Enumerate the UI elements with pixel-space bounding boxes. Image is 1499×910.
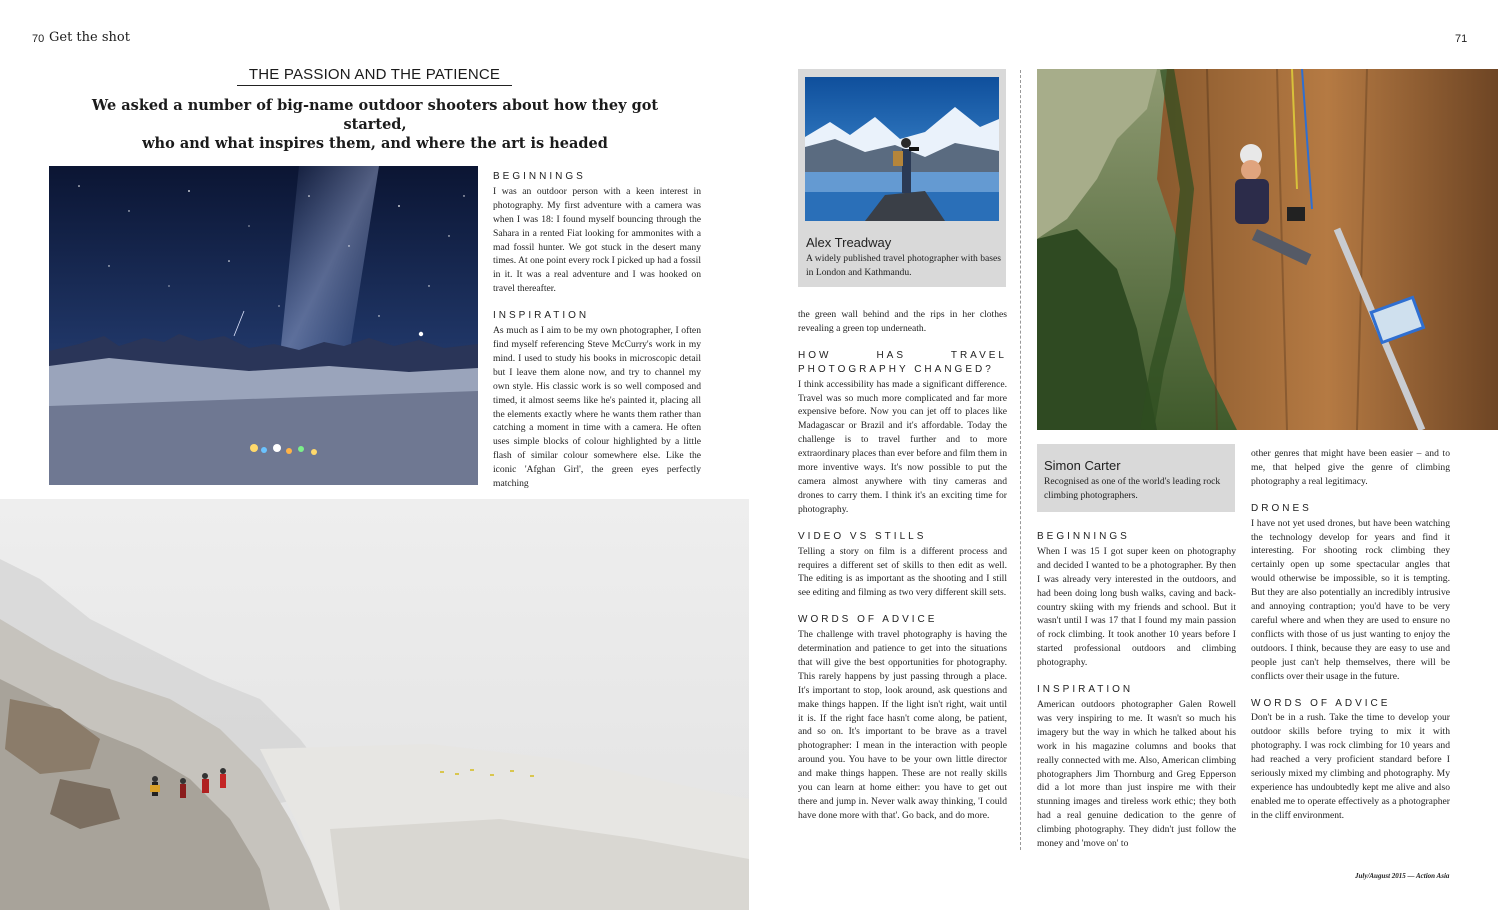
feature-kicker: THE PASSION AND THE PATIENCE	[237, 66, 512, 83]
feature-standfirst	[70, 96, 680, 153]
simon-column-2	[1251, 447, 1450, 836]
standfirst-line-2: who and what inspires them, and where the art is headed	[142, 135, 608, 152]
alex-portrait-photo	[805, 77, 999, 221]
alex-video-heading: VIDEO VS STILLS	[798, 530, 927, 542]
alex-inspiration-text: As much as I aim to be my own photographer, I often find myself referencing Steve McCurry's work in my mind. I used to study his books in microscopic detail but I leave them alone now, and try to channel my own style. His classic work is so well composed and timed, it almost seems like he's painted it, placing all the elements exactly where he wants them rather than catching a moment in time with a camera. He often uses simple blocks of colour highlighted by a little flash of similar colour somewhere else. Like the iconic 'Afghan Girl', the green eyes perfectly matching	[493, 325, 701, 490]
simon-beginnings-heading: BEGINNINGS	[1037, 531, 1130, 542]
simon-description: Recognised as one of the world's leading rock climbing photographers.	[1044, 476, 1221, 501]
simon-drones-text: I have not yet used drones, but have been watching the technology develop for years and find it interesting. For shooting rock climbing they certainly open up some spectacular angles that would otherwise be impossible, so it is tempting. But they are also potentially an incredibly intrusive and annoying contraption; you'd have to be very careful where and when they are used to ensure no conflicts with those of us just wanting to enjoy the outdoors. I think, because they are easy to use and people just can't help themselves, there will be conflicts over their usage in the future.	[1251, 517, 1450, 682]
simon-advice-text: Don't be in a rush. Take the time to develop your outdoor skills before trying to mix it with photography. I was rock climbing for 10 years and had reached a very proficient standard before I seriously mixed my climbing and photography. My experience has undoubtedly kept me alive and also enabled me to operate effectively as a photographer in the cliff environment.	[1251, 712, 1450, 821]
simon-inspiration-text: American outdoors photographer Galen Rowell was very inspiring to me. It wasn't so much his imagery but the way in which he talked about his work in his magazine columns and books that really connected with me. Also, American climbing photographers Jim Thornburg and Greg Epperson did a lot more than just inspire me with their stunning images and tireless work ethic; they both had a real genuine dedication to the genre of climbing photography. They didn't just follow the money and 'move on' to	[1037, 698, 1236, 850]
left-page-number: 70	[32, 33, 45, 45]
simon-profile-box	[1037, 444, 1235, 512]
rock-climbing-photo	[1037, 69, 1498, 430]
simon-column-1	[1037, 530, 1236, 864]
alex-advice-text: The challenge with travel photography is having the determination and patience to get into the situations that will give the best opportunities for photography. This rarely happens by just passing through a place. It's important to stop, look around, ask questions and make things happen. If the light isn't right, wait until it is. If the right face hasn't come along, be patient, and so on. It's important to be brave as a travel photographer: I mean in the interaction with people around you. You have to be your own little director and make things happen. These are not really skills you can learn at home either: you have to get out there and jump in. Never walk away thinking, 'I could have done more with that'. Go back, and do more.	[798, 629, 1007, 821]
simon-beginnings-text: When I was 15 I got super keen on photography and decided I wanted to be a photographer. By then I was already very interested in the outdoors, and had been doing long bush walks, caving and back-country skiing with my friends and school. But it wasn't until I was 17 that I found my main passion of rock climbing. It took another 10 years before I started professional outdoors and climbing photography.	[1037, 545, 1236, 669]
alex-column-1	[493, 170, 701, 504]
simon-inspiration-continued: other genres that might have been easier – and to me, that helped give the genre of climbing photography a real legitimacy.	[1251, 448, 1450, 487]
alex-name: Alex Treadway	[806, 235, 892, 250]
simon-name: Simon Carter	[1044, 458, 1121, 473]
alex-inspiration-heading: INSPIRATION	[493, 310, 590, 322]
alex-advice-heading: WORDS OF ADVICE	[798, 614, 938, 626]
alex-profile-box	[798, 69, 1006, 287]
alex-beginnings-heading: BEGINNINGS	[493, 171, 586, 182]
alex-inspiration-continued: the green wall behind and the rips in her clothes revealing a green top underneath.	[798, 309, 1007, 334]
alex-description: A widely published travel photographer with bases in London and Kathmandu.	[806, 253, 1002, 278]
simon-advice-heading: WORDS OF ADVICE	[1251, 697, 1391, 709]
section-title: Get the shot	[49, 30, 130, 45]
snowy-trek-photo	[0, 499, 749, 910]
right-page-number: 71	[1455, 33, 1468, 45]
simon-inspiration-heading: INSPIRATION	[1037, 684, 1134, 696]
standfirst-line-1: We asked a number of big-name outdoor shooters about how they got started,	[91, 97, 659, 133]
issue-footer: July/August 2015 — Action Asia	[1355, 872, 1450, 880]
alex-video-text: Telling a story on film is a different process and requires a different set of skills to then edit as well. The editing is as important as the shooting and I still see editing and filming as two very different skill sets.	[798, 545, 1007, 599]
alex-beginnings-text: I was an outdoor person with a keen interest in photography. My first adventure with a camera was when I was 18: I found myself bouncing through the Sahara in a rented Fiat looking for ammonites with a mad fossil hunter. We got stuck in the desert many times. At one point every rock I picked up had a fossil in it. It was a real adventure and I was hooked on travel thereafter.	[493, 185, 701, 295]
alex-travel-text: I think accessibility has made a significant difference. Travel was so much more complicated and far more expensive before. Now you can jet off to places like Madagascar or Brazil and it's affordable. Today the challenge is to travel further and to more extraordinary places than ever before and film them in more inventive ways. It's now possible to put the camera almost anywhere with tiny cameras and drones to carry them. I think it's an exciting time for photography.	[798, 378, 1007, 515]
simon-drones-heading: DRONES	[1251, 502, 1312, 514]
column-divider	[1020, 70, 1021, 850]
alex-travel-heading: HOW HAS TRAVEL PHOTOGRAPHY CHANGED?	[798, 349, 1007, 375]
alex-column-2	[798, 308, 1007, 836]
night-sky-camp-photo	[49, 166, 478, 485]
